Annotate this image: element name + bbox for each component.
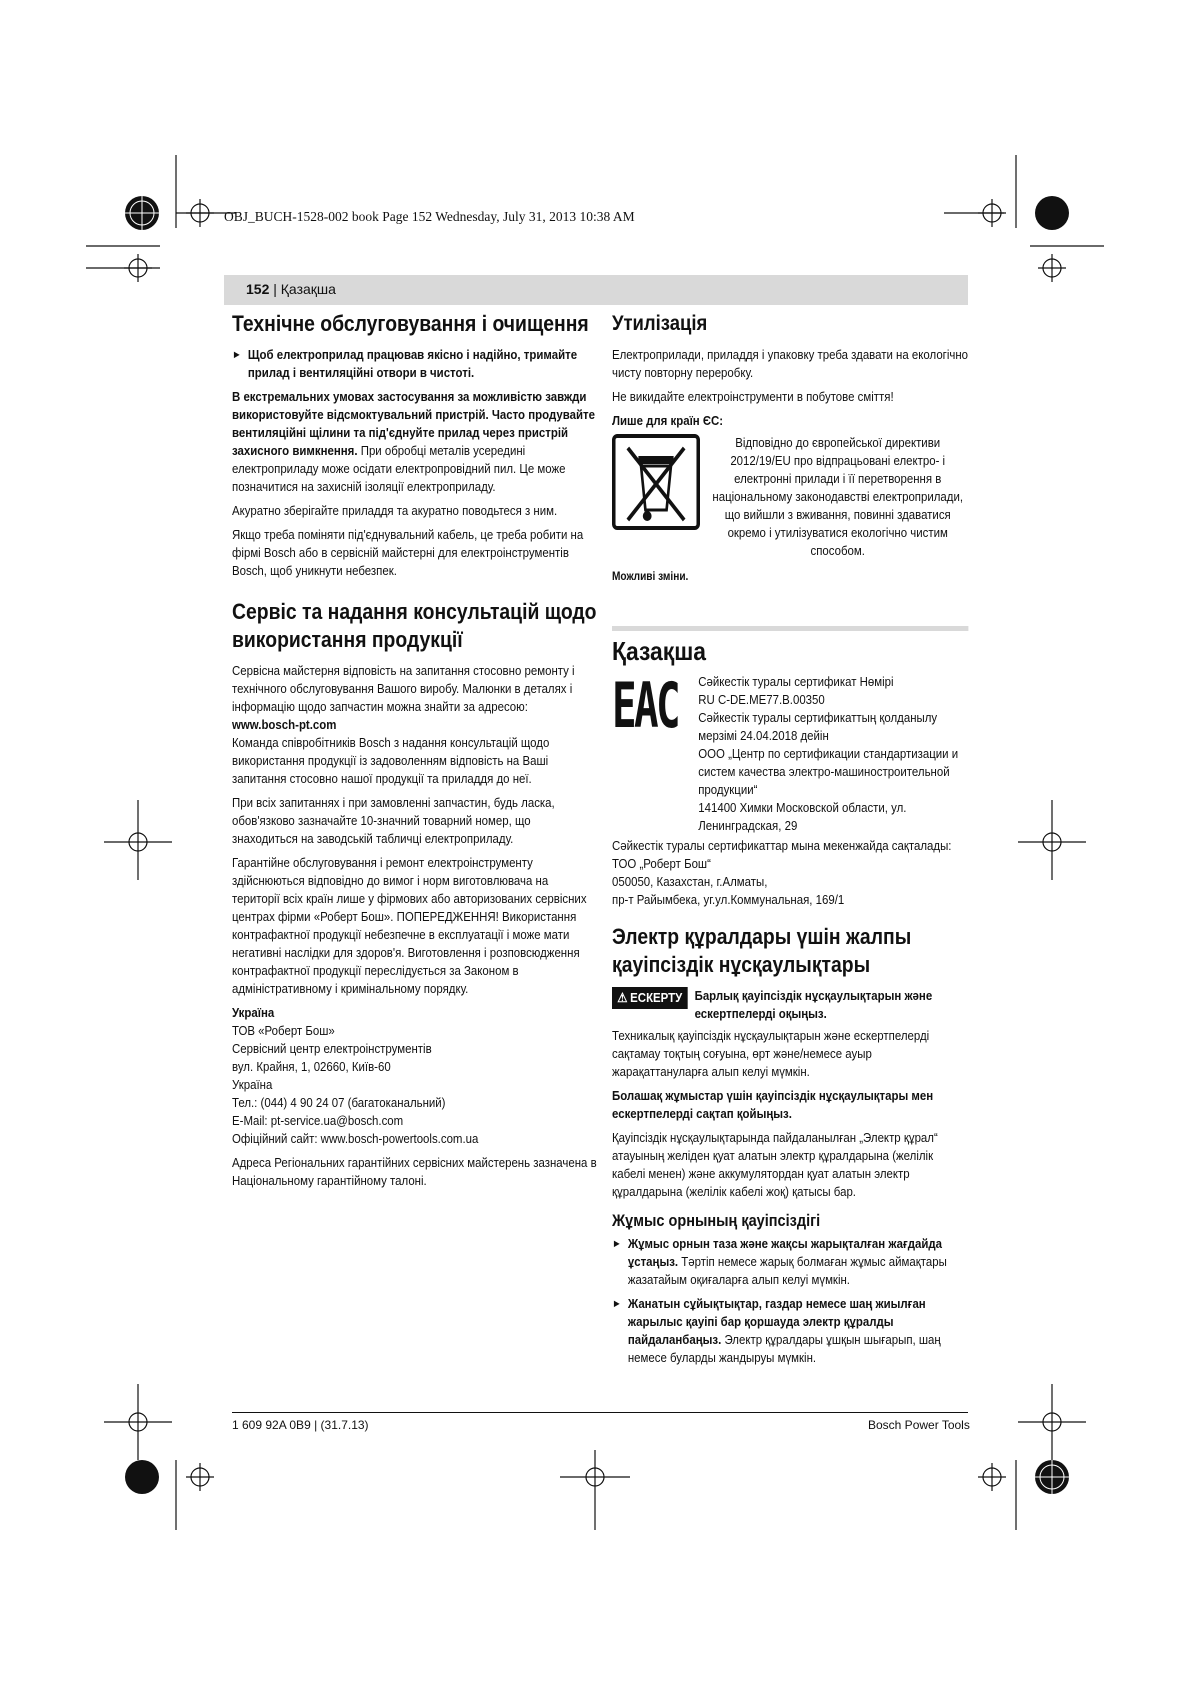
page-number: 152 bbox=[246, 281, 270, 297]
address-line: вул. Крайня, 1, 02660, Київ-60 bbox=[232, 1059, 391, 1074]
ukraine-heading: Україна bbox=[232, 1005, 275, 1020]
wp-bullet-1-bold: Жұмыс орнын таза және жақсы жарықталған жағдайда ұстаңыз. bbox=[627, 1236, 943, 1269]
eac-line: Сәйкестік туралы сертификаттың қолданылу мерзімі 24.04.2018 дейін bbox=[698, 710, 938, 743]
header-language: Қазақша bbox=[280, 281, 336, 297]
disposal-paragraph-1: Електроприлади, приладдя і упаковку треба здавати на екологічно чисту повторну переробку. bbox=[612, 347, 969, 380]
right-column bbox=[612, 310, 968, 1373]
warning-badge bbox=[612, 987, 688, 1009]
address-email[interactable]: E-Mail: pt-service.ua@bosch.com bbox=[232, 1113, 404, 1128]
address-line: Тел.: (044) 4 90 24 07 (багатоканальний) bbox=[232, 1095, 446, 1110]
weee-block bbox=[612, 434, 968, 560]
crossed-bin-icon bbox=[612, 434, 700, 530]
print-slug: OBJ_BUCH-1528-002 book Page 152 Wednesday, July 31, 2013 10:38 AM bbox=[224, 209, 635, 224]
section-divider bbox=[612, 626, 968, 631]
maintenance-bullet: ► Щоб електроприлад працював якісно і надійно, тримайте прилад і вентиляційні отвори в чистоті. bbox=[232, 346, 597, 382]
service-url[interactable]: www.bosch-pt.com bbox=[232, 717, 337, 732]
weee-text: Відповідно до європейської директиви 2012/19/EU про відпрацьовані електро- і електронні прилади і її перетворення в національному законодавстві електроприлади, що вийшли з вживання, повинні здаватися окремо і утилізуватися екологічно чистим способом. bbox=[712, 435, 964, 558]
service-paragraph-5: Адреса Регіональних гарантійних сервісних майстерень зазначена в Національному гарантійному талоні. bbox=[232, 1155, 597, 1188]
eu-heading: Лише для країн ЄС: bbox=[612, 413, 724, 428]
disposal-title: Утилізація bbox=[612, 312, 708, 335]
ukraine-address bbox=[232, 1022, 597, 1148]
wp-bullet-1-rest: Тәртіп немесе жарық болмаған жұмыс аймақтары жазатайым оқиғаларға алып келуі мүмкін. bbox=[627, 1254, 947, 1287]
warning-triangle-icon: ⚠ bbox=[617, 990, 628, 1005]
maintenance-title: Технічне обслуговування і очищення bbox=[232, 311, 589, 336]
disposal-paragraph-2: Не викидайте електроінструменти в побутове сміття! bbox=[612, 389, 894, 404]
changes-note: Можливі зміни. bbox=[612, 571, 689, 583]
service-paragraph-2: Команда співробітників Bosch з надання консультацій щодо використання продукції із задоволенням відповість на Ваші запитання стосовно нашої продукції та приладдя до неї. bbox=[232, 735, 550, 786]
address-website[interactable]: Офіційний сайт: www.bosch-powertools.com.ua bbox=[232, 1131, 479, 1146]
maintenance-paragraph-2: Акуратно зберігайте приладдя та акуратно поводьтеся з ним. bbox=[232, 503, 558, 518]
wp-bullet-2-rest: Электр құралдары ұшқын шығарып, шаң немесе буларды жандыруы мүмкін. bbox=[627, 1332, 941, 1365]
service-paragraph-3: При всіх запитаннях і при замовленні запчастин, будь ласка, обов'язково зазначайте 10-значний товарний номер, що знаходиться на заводській табличці електроприладу. bbox=[232, 795, 555, 846]
service-title: Сервіс та надання консультацій щодо використання продукції bbox=[232, 599, 597, 652]
eac-line: RU C-DE.ME77.B.00350 bbox=[698, 692, 825, 707]
workplace-title: Жұмыс орнының қауіпсіздігі bbox=[612, 1212, 821, 1230]
eac-details bbox=[698, 673, 968, 835]
page-header bbox=[224, 275, 968, 305]
maintenance-p1-bold: В екстремальних умовах застосування за можливістю завжди використовуйте відсмоктувальний пристрій. Часто продувайте вентиляційні щілини та під'єднуйте прилад через пристрій захисного вимкнення. bbox=[232, 389, 595, 458]
eac-line: ООО „Центр по сертификации стандартизации и систем качества электро-машиностроительной продукции“ bbox=[698, 746, 959, 797]
eac-line: 141400 Химки Московской области, ул. Ленинградская, 29 bbox=[698, 800, 907, 833]
warning-text: Барлық қауіпсіздік нұсқаулықтарын және ескертпелерді оқыңыз. bbox=[694, 988, 933, 1021]
cert-line: Сәйкестік туралы сертификаттар мына мекенжайда сақталады: bbox=[612, 838, 952, 853]
footer-doc-number: 1 609 92A 0B9 | (31.7.13) bbox=[232, 1418, 369, 1432]
safety-paragraph-3: Қауіпсіздік нұсқаулықтарында пайдаланылған „Электр құрал“ атауының желіден қуат алатын электр құралдарына (желілік кабелі менен) және аккумулятордан қуат алатын электр құралдарына (желілік кабелі жоқ) қатысы бар. bbox=[612, 1130, 938, 1199]
address-line: Україна bbox=[232, 1077, 273, 1092]
eac-logo: EAC bbox=[612, 669, 678, 742]
eac-block bbox=[612, 669, 968, 835]
footer-brand: Bosch Power Tools bbox=[868, 1418, 970, 1432]
certificate-storage bbox=[612, 837, 968, 909]
left-column bbox=[232, 310, 597, 1196]
header-separator: | bbox=[269, 281, 281, 297]
eac-line: Сәйкестік туралы сертификат Нөмірі bbox=[698, 674, 894, 689]
wp-bullet-2-bold: Жанатын сұйықтықтар, газдар немесе шаң жиылған жарылыс қауіпі бар қоршауда электр құралды пайдаланбаңыз. bbox=[627, 1296, 926, 1347]
workplace-bullet-2 bbox=[612, 1295, 968, 1367]
maintenance-paragraph-3: Якщо треба поміняти під'єднувальний кабель, це треба робити на фірмі Bosch або в сервісній майстерні для електроінструментів Bosch, щоб уникнути небезпек. bbox=[232, 527, 584, 578]
warning-block bbox=[612, 987, 968, 1023]
service-paragraph-4: Гарантійне обслуговування і ремонт електроінструменту здійснюються відповідно до вимог і норм виготовлювача на території всіх країн лише у фірмових або авторизованих сервісних центрах фірми «Роберт Бош». ПОПЕРЕДЖЕННЯ! Використання контрафактної продукції небезпечне в експлуатації і може мати негативні наслідки для здоров'я. Виготовлення і розповсюдження контрафактної продукції переслідується за Законом в адміністративному і кримінальному порядку. bbox=[232, 855, 587, 996]
safety-paragraph-2: Болашақ жұмыстар үшін қауіпсіздік нұсқаулықтары мен ескертпелерді сақтап қойыңыз. bbox=[612, 1088, 934, 1121]
kazakh-title: Қазақша bbox=[612, 636, 707, 666]
cert-line: 050050, Казахстан, г.Алматы, bbox=[612, 874, 768, 889]
workplace-bullet-1 bbox=[612, 1235, 968, 1289]
footer-rule bbox=[232, 1412, 968, 1413]
safety-paragraph-1: Техникалық қауіпсіздік нұсқаулықтарын және ескертпелерді сақтамау тоқтың соғуына, өрт және/немесе ауыр жарақаттануларға алып келуі мүмкін. bbox=[612, 1028, 930, 1079]
maintenance-p1-rest: При обробці металів усередині електроприладу може осідати електропровідний пил. Це може позначитися на захисній ізоляції електроприладу. bbox=[232, 443, 566, 494]
cert-line: ТОО „Роберт Бош“ bbox=[612, 856, 711, 871]
address-line: ТОВ «Роберт Бош» bbox=[232, 1023, 335, 1038]
cert-line: пр-т Райымбека, уг.ул.Коммунальная, 169/1 bbox=[612, 892, 845, 907]
warning-badge-label: ЕСКЕРТУ bbox=[630, 990, 683, 1005]
service-paragraph-1: Сервісна майстерня відповість на запитання стосовно ремонту і технічного обслуговування Вашого виробу. Малюнки в деталях і інформацію щодо запчастин можна знайти за адресою: bbox=[232, 663, 575, 714]
address-line: Сервісний центр електроінструментів bbox=[232, 1041, 432, 1056]
safety-title: Электр құралдары үшін жалпы қауіпсіздік нұсқаулықтары bbox=[612, 924, 912, 977]
maintenance-paragraph-1 bbox=[232, 388, 597, 496]
